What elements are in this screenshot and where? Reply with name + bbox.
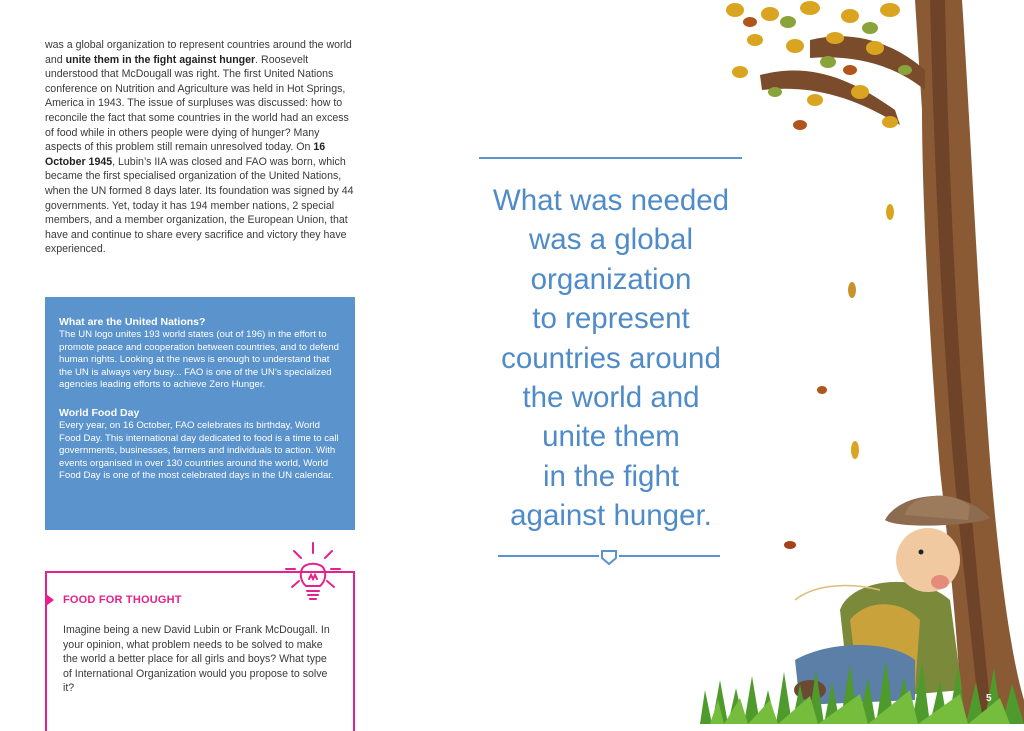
info-text-un: The UN logo unites 193 world states (out of 196) in the effort to promote peace and cooperation between countries, and to defend human rights. Looking at the news is enough to understand that the UN is always very busy... FAO is one of the UN’s specialized agencies leading efforts to achieve Zero Hunger. [59,329,340,391]
tree-boy-illustration [700,0,1024,724]
page-number: 5 [986,693,992,704]
info-heading-wfd: World Food Day [59,406,140,419]
triangle-marker-icon [46,594,54,606]
quote-line: the world and [522,381,700,415]
info-heading-un: What are the United Nations? [59,316,206,328]
body-text [45,38,355,257]
body-paragraph: was a global organization to represent countries around the world and unite them in the fight against hunger. Roosevelt understood that McDougall was right. The first United Nations conference on Nutrition and Agriculture was held in Hot Springs, America in 1943. The issue of surpluses was discussed: how to reconcile the fact that some countries in the world had an excess of food while in others people were dying of hunger? Many aspects of this problem still remain unresolved today. On 16 October 1945, Lubin’s IIA was closed and FAO was born, which became the first specialised organization of the United Nations, when the UN formed 8 days later. Its foundation was signed by 44 governments. Yet, today it has 194 member nations, 2 special members, and a member organization, the European Union, that have and continue to share every sacrifice and victory they have experienced. [45,39,354,256]
bold-date: 16 October 1945 [45,141,326,168]
quote-line: organization [530,262,692,296]
quote-line: What was needed [492,184,730,217]
quote-line: countries around [501,341,721,375]
food-for-thought-text: Imagine being a new David Lubin or Frank McDougall. In your opinion, what problem needs to be solved to make the world a better place for all girls and boys? What type of International Organization would you propose to solve it? [63,624,330,694]
info-box [45,297,355,530]
food-for-thought-box [45,571,355,731]
quote-line: against hunger. [510,499,712,533]
quote-line: unite them [542,420,680,454]
bold-phrase: unite them in the fight against hunger [65,53,256,66]
info-text-wfd: Every year, on 16 October, FAO celebrates its birthday, World Food Day. This international day dedicated to food is a time to call governments, businesses, farmers and individuals to action. With events organised in over 130 countries around the world, World Food Day is one of the most celebrated days in the UN calendar. [59,419,339,482]
food-for-thought-title: FOOD FOR THOUGHT [63,594,182,606]
quote-divider-bottom [498,548,720,568]
quote-line: to represent [532,302,690,336]
quote-line: was a global [529,223,693,257]
quote-line: in the fight [542,459,680,493]
